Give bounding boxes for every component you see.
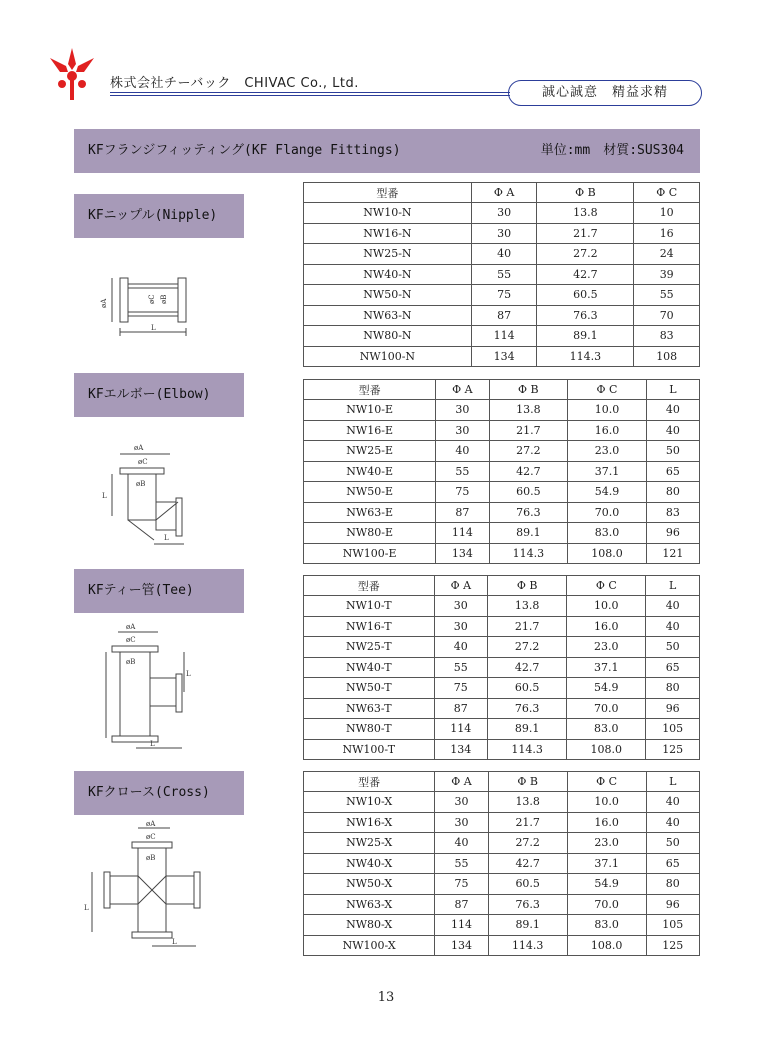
table-cell: NW10-T bbox=[304, 596, 435, 617]
table-cell: 40 bbox=[646, 812, 699, 833]
table-cell: 70.0 bbox=[567, 698, 646, 719]
table-cell: 42.7 bbox=[488, 657, 567, 678]
table-cell: 40 bbox=[646, 616, 700, 637]
table-cell: 60.5 bbox=[488, 874, 567, 895]
table-cell: 50 bbox=[646, 441, 699, 462]
table-cell: NW25-N bbox=[304, 244, 472, 265]
cross-diagram bbox=[84, 820, 214, 955]
table-cell: 83 bbox=[646, 502, 699, 523]
table-row bbox=[304, 523, 700, 544]
column-header: L bbox=[646, 576, 700, 596]
table-cell: NW63-N bbox=[304, 305, 472, 326]
column-header: Φ C bbox=[568, 380, 647, 400]
table-cell: 114 bbox=[434, 719, 488, 740]
table-cell: NW16-N bbox=[304, 223, 472, 244]
table-cell: 10.0 bbox=[567, 792, 646, 813]
table-cell: 10.0 bbox=[568, 400, 647, 421]
table-cell: 30 bbox=[436, 400, 489, 421]
table-cell: 21.7 bbox=[488, 616, 567, 637]
nipple-label-b: øB bbox=[160, 294, 168, 304]
tee-label-b: øB bbox=[126, 658, 136, 666]
elbow-diagram bbox=[98, 440, 218, 550]
table-row bbox=[304, 285, 700, 306]
column-header: Φ C bbox=[567, 576, 646, 596]
table-cell: 13.8 bbox=[489, 400, 568, 421]
nipple-spec-table bbox=[303, 182, 700, 367]
banner-title: KFフランジフィッティング(KF Flange Fittings) bbox=[88, 143, 401, 158]
table-cell: NW63-E bbox=[304, 502, 436, 523]
table-cell: 30 bbox=[471, 203, 537, 224]
table-cell: 42.7 bbox=[537, 264, 634, 285]
table-cell: 125 bbox=[646, 739, 700, 760]
table-header-row bbox=[304, 576, 700, 596]
table-cell: 50 bbox=[646, 637, 700, 658]
cross-label: KFクロース(Cross) bbox=[74, 771, 244, 815]
table-cell: 114.3 bbox=[489, 543, 568, 564]
table-cell: 27.2 bbox=[489, 441, 568, 462]
table-cell: 23.0 bbox=[568, 441, 647, 462]
table-cell: NW25-T bbox=[304, 637, 435, 658]
table-cell: 65 bbox=[646, 853, 699, 874]
column-header: Φ A bbox=[435, 772, 488, 792]
table-cell: NW80-X bbox=[304, 915, 435, 936]
elbow-label-l1: L bbox=[102, 492, 107, 500]
table-cell: 16 bbox=[634, 223, 700, 244]
column-header: Φ A bbox=[436, 380, 489, 400]
table-cell: NW16-X bbox=[304, 812, 435, 833]
table-cell: NW100-E bbox=[304, 543, 436, 564]
table-cell: NW40-E bbox=[304, 461, 436, 482]
column-header: Φ B bbox=[488, 772, 567, 792]
table-cell: 114 bbox=[471, 326, 537, 347]
table-cell: 55 bbox=[434, 657, 488, 678]
table-row bbox=[304, 935, 700, 956]
table-cell: NW50-T bbox=[304, 678, 435, 699]
table-cell: 40 bbox=[471, 244, 537, 265]
column-header: Φ B bbox=[537, 183, 634, 203]
table-cell: 65 bbox=[646, 461, 699, 482]
table-cell: 108.0 bbox=[567, 935, 646, 956]
table-cell: 40 bbox=[434, 637, 488, 658]
table-header-row bbox=[304, 183, 700, 203]
tee-diagram bbox=[96, 620, 216, 755]
table-cell: 50 bbox=[646, 833, 699, 854]
table-row bbox=[304, 203, 700, 224]
nipple-label-a: øA bbox=[100, 298, 108, 308]
table-cell: NW10-E bbox=[304, 400, 436, 421]
table-cell: 108.0 bbox=[567, 739, 646, 760]
table-cell: 30 bbox=[471, 223, 537, 244]
company-logo-icon bbox=[44, 44, 100, 102]
table-row bbox=[304, 223, 700, 244]
table-cell: 39 bbox=[634, 264, 700, 285]
table-cell: 83 bbox=[634, 326, 700, 347]
table-cell: 114.3 bbox=[488, 739, 567, 760]
table-cell: NW63-X bbox=[304, 894, 435, 915]
table-cell: NW16-T bbox=[304, 616, 435, 637]
table-cell: 40 bbox=[646, 420, 699, 441]
elbow-label-c: øC bbox=[138, 458, 148, 466]
table-cell: 108 bbox=[634, 346, 700, 367]
table-cell: NW10-X bbox=[304, 792, 435, 813]
table-cell: 27.2 bbox=[488, 833, 567, 854]
table-cell: 40 bbox=[646, 400, 699, 421]
cross-label-l2: L bbox=[172, 938, 177, 946]
table-row bbox=[304, 482, 700, 503]
table-cell: 134 bbox=[434, 739, 488, 760]
table-cell: 80 bbox=[646, 874, 699, 895]
table-cell: 76.3 bbox=[489, 502, 568, 523]
elbow-label: KFエルボー(Elbow) bbox=[74, 373, 244, 417]
table-row bbox=[304, 637, 700, 658]
table-cell: NW50-N bbox=[304, 285, 472, 306]
table-row bbox=[304, 264, 700, 285]
table-cell: 37.1 bbox=[567, 657, 646, 678]
table-cell: NW25-E bbox=[304, 441, 436, 462]
table-header-row bbox=[304, 772, 700, 792]
table-cell: 42.7 bbox=[488, 853, 567, 874]
table-cell: 21.7 bbox=[537, 223, 634, 244]
table-cell: 105 bbox=[646, 915, 699, 936]
table-cell: 30 bbox=[435, 812, 488, 833]
table-cell: 76.3 bbox=[488, 894, 567, 915]
table-cell: 70.0 bbox=[567, 894, 646, 915]
table-cell: 75 bbox=[434, 678, 488, 699]
table-cell: 134 bbox=[435, 935, 488, 956]
column-header: 型番 bbox=[304, 772, 435, 792]
elbow-label-a: øA bbox=[134, 444, 144, 452]
tee-label-l1: L bbox=[186, 670, 191, 678]
table-cell: 89.1 bbox=[488, 719, 567, 740]
elbow-label-b: øB bbox=[136, 480, 146, 488]
column-header: Φ A bbox=[471, 183, 537, 203]
table-cell: 125 bbox=[646, 935, 699, 956]
table-cell: 114 bbox=[435, 915, 488, 936]
column-header: Φ C bbox=[567, 772, 646, 792]
table-row bbox=[304, 833, 700, 854]
header-rule bbox=[110, 95, 510, 96]
table-row bbox=[304, 502, 700, 523]
table-cell: 37.1 bbox=[567, 853, 646, 874]
table-cell: 37.1 bbox=[568, 461, 647, 482]
table-cell: 27.2 bbox=[537, 244, 634, 265]
table-row bbox=[304, 812, 700, 833]
table-cell: 27.2 bbox=[488, 637, 567, 658]
table-cell: 55 bbox=[471, 264, 537, 285]
table-header-row bbox=[304, 380, 700, 400]
table-row bbox=[304, 400, 700, 421]
tee-label-a: øA bbox=[126, 623, 136, 631]
table-row bbox=[304, 739, 700, 760]
table-cell: 105 bbox=[646, 719, 700, 740]
table-cell: NW63-T bbox=[304, 698, 435, 719]
table-cell: NW40-X bbox=[304, 853, 435, 874]
table-cell: 40 bbox=[436, 441, 489, 462]
table-cell: 76.3 bbox=[537, 305, 634, 326]
banner-spec: 単位:mm 材質:SUS304 bbox=[540, 143, 684, 158]
table-cell: 40 bbox=[646, 596, 700, 617]
table-row bbox=[304, 596, 700, 617]
table-cell: 96 bbox=[646, 698, 700, 719]
table-cell: 134 bbox=[471, 346, 537, 367]
table-cell: NW40-T bbox=[304, 657, 435, 678]
table-cell: 80 bbox=[646, 482, 699, 503]
table-row bbox=[304, 853, 700, 874]
table-cell: 13.8 bbox=[537, 203, 634, 224]
table-cell: 42.7 bbox=[489, 461, 568, 482]
table-cell: 83.0 bbox=[568, 523, 647, 544]
table-cell: 10 bbox=[634, 203, 700, 224]
table-cell: 83.0 bbox=[567, 719, 646, 740]
cross-label-b: øB bbox=[146, 854, 156, 862]
table-cell: 80 bbox=[646, 678, 700, 699]
table-cell: 89.1 bbox=[537, 326, 634, 347]
table-cell: 16.0 bbox=[567, 812, 646, 833]
table-cell: 65 bbox=[646, 657, 700, 678]
section-banner bbox=[74, 129, 700, 173]
tee-spec-table bbox=[303, 575, 700, 760]
table-row bbox=[304, 894, 700, 915]
elbow-label-l2: L bbox=[164, 534, 169, 542]
nipple-label-l: L bbox=[151, 324, 156, 332]
table-cell: 60.5 bbox=[489, 482, 568, 503]
table-cell: NW80-E bbox=[304, 523, 436, 544]
nipple-label-c: øC bbox=[148, 294, 156, 304]
table-cell: 70.0 bbox=[568, 502, 647, 523]
table-cell: 30 bbox=[434, 616, 488, 637]
table-row bbox=[304, 915, 700, 936]
column-header: Φ A bbox=[434, 576, 488, 596]
table-row bbox=[304, 305, 700, 326]
table-row bbox=[304, 326, 700, 347]
table-cell: 89.1 bbox=[489, 523, 568, 544]
table-cell: 16.0 bbox=[568, 420, 647, 441]
table-cell: NW100-T bbox=[304, 739, 435, 760]
table-cell: NW10-N bbox=[304, 203, 472, 224]
elbow-spec-table bbox=[303, 379, 700, 564]
column-header: L bbox=[646, 380, 699, 400]
table-cell: 121 bbox=[646, 543, 699, 564]
table-cell: 54.9 bbox=[567, 874, 646, 895]
table-cell: 75 bbox=[436, 482, 489, 503]
table-row bbox=[304, 874, 700, 895]
cross-label-l1: L bbox=[84, 904, 89, 912]
company-name: 株式会社チーバック CHIVAC Co., Ltd. bbox=[110, 76, 359, 91]
table-cell: 16.0 bbox=[567, 616, 646, 637]
column-header: 型番 bbox=[304, 576, 435, 596]
table-cell: 89.1 bbox=[488, 915, 567, 936]
table-cell: 114.3 bbox=[537, 346, 634, 367]
column-header: Φ B bbox=[488, 576, 567, 596]
table-cell: 114 bbox=[436, 523, 489, 544]
column-header: L bbox=[646, 772, 699, 792]
table-cell: NW25-X bbox=[304, 833, 435, 854]
table-cell: NW80-T bbox=[304, 719, 435, 740]
table-row bbox=[304, 420, 700, 441]
table-cell: 96 bbox=[646, 894, 699, 915]
table-row bbox=[304, 244, 700, 265]
table-cell: NW100-X bbox=[304, 935, 435, 956]
table-cell: 75 bbox=[471, 285, 537, 306]
table-cell: 10.0 bbox=[567, 596, 646, 617]
cross-label-a: øA bbox=[146, 820, 156, 828]
table-row bbox=[304, 441, 700, 462]
table-row bbox=[304, 698, 700, 719]
column-header: Φ C bbox=[634, 183, 700, 203]
table-cell: NW50-E bbox=[304, 482, 436, 503]
page-number: 13 bbox=[377, 990, 395, 1005]
table-cell: 60.5 bbox=[488, 678, 567, 699]
column-header: 型番 bbox=[304, 183, 472, 203]
table-cell: 30 bbox=[436, 420, 489, 441]
table-cell: 76.3 bbox=[488, 698, 567, 719]
table-cell: 21.7 bbox=[488, 812, 567, 833]
table-cell: 30 bbox=[434, 596, 488, 617]
table-cell: 87 bbox=[436, 502, 489, 523]
table-cell: 30 bbox=[435, 792, 488, 813]
table-cell: 114.3 bbox=[488, 935, 567, 956]
table-cell: 23.0 bbox=[567, 637, 646, 658]
nipple-label: KFニップル(Nipple) bbox=[74, 194, 244, 238]
tee-label: KFティー管(Tee) bbox=[74, 569, 244, 613]
tee-label-c: øC bbox=[126, 636, 136, 644]
table-row bbox=[304, 461, 700, 482]
header-rule bbox=[110, 92, 510, 93]
table-cell: 108.0 bbox=[568, 543, 647, 564]
table-cell: 13.8 bbox=[488, 596, 567, 617]
table-row bbox=[304, 657, 700, 678]
table-cell: 40 bbox=[435, 833, 488, 854]
table-cell: 55 bbox=[436, 461, 489, 482]
cross-spec-table bbox=[303, 771, 700, 956]
column-header: Φ B bbox=[489, 380, 568, 400]
table-cell: 87 bbox=[434, 698, 488, 719]
table-cell: 87 bbox=[435, 894, 488, 915]
table-cell: 55 bbox=[634, 285, 700, 306]
table-cell: 23.0 bbox=[567, 833, 646, 854]
table-row bbox=[304, 719, 700, 740]
column-header: 型番 bbox=[304, 380, 436, 400]
company-motto: 誠心誠意 精益求精 bbox=[508, 80, 702, 106]
table-cell: NW16-E bbox=[304, 420, 436, 441]
table-cell: 96 bbox=[646, 523, 699, 544]
table-row bbox=[304, 346, 700, 367]
table-cell: 83.0 bbox=[567, 915, 646, 936]
table-cell: NW100-N bbox=[304, 346, 472, 367]
table-cell: NW50-X bbox=[304, 874, 435, 895]
table-cell: 75 bbox=[435, 874, 488, 895]
table-cell: 40 bbox=[646, 792, 699, 813]
table-row bbox=[304, 543, 700, 564]
table-cell: 55 bbox=[435, 853, 488, 874]
tee-label-l2: L bbox=[150, 740, 155, 748]
table-cell: NW80-N bbox=[304, 326, 472, 347]
table-cell: 13.8 bbox=[488, 792, 567, 813]
table-cell: 134 bbox=[436, 543, 489, 564]
table-row bbox=[304, 792, 700, 813]
table-cell: 54.9 bbox=[567, 678, 646, 699]
nipple-diagram bbox=[96, 270, 206, 340]
table-cell: 24 bbox=[634, 244, 700, 265]
table-row bbox=[304, 678, 700, 699]
table-cell: 21.7 bbox=[489, 420, 568, 441]
table-cell: NW40-N bbox=[304, 264, 472, 285]
table-row bbox=[304, 616, 700, 637]
table-cell: 87 bbox=[471, 305, 537, 326]
table-cell: 60.5 bbox=[537, 285, 634, 306]
cross-label-c: øC bbox=[146, 833, 156, 841]
table-cell: 70 bbox=[634, 305, 700, 326]
table-cell: 54.9 bbox=[568, 482, 647, 503]
